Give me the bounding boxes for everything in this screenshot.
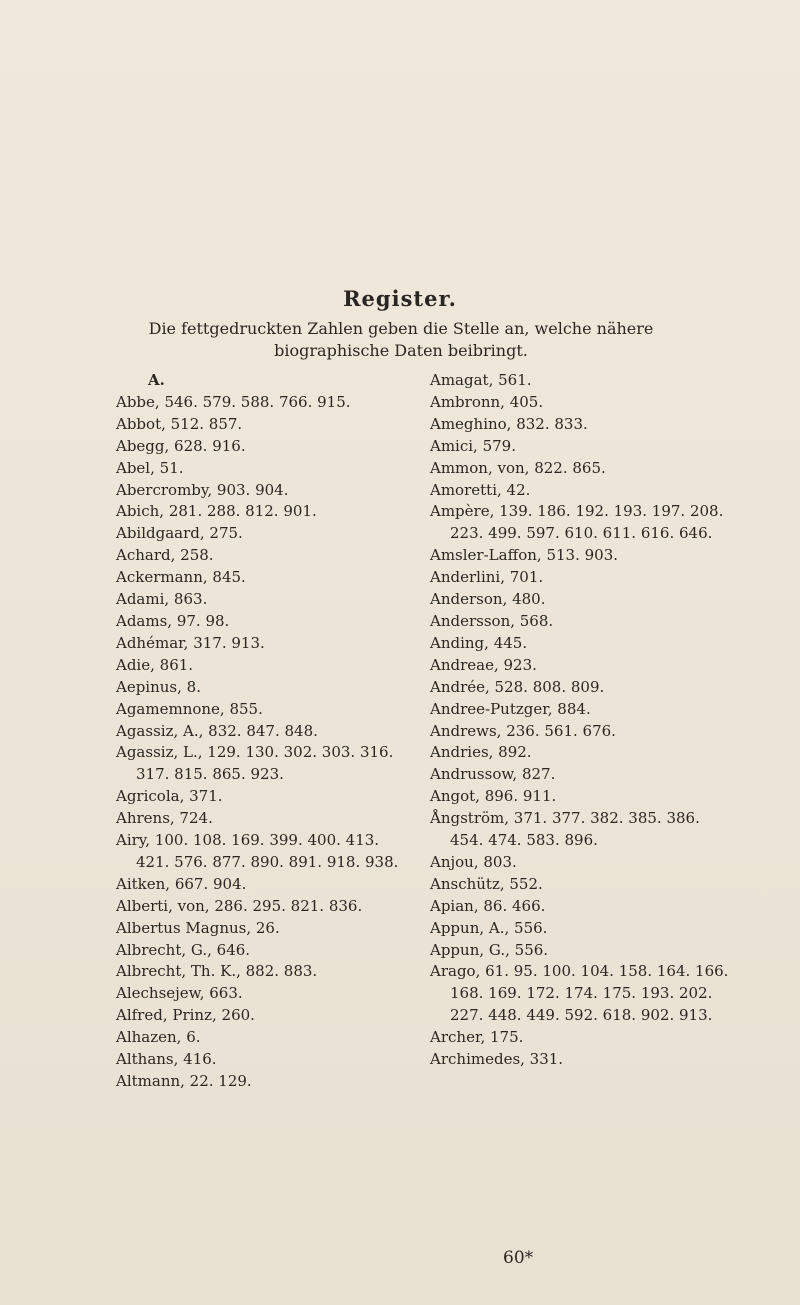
right-entry-list <box>430 370 730 1071</box>
register-entry: Abbot, 512. 857. <box>116 414 243 433</box>
register-entry: Altmann, 22. 129. <box>116 1072 252 1090</box>
register-entry: Andrews, 236. 561. 676. <box>430 721 616 740</box>
register-entry: Andree-Putzger, 884. <box>430 699 591 718</box>
register-entry: Anderlini, 701. <box>430 568 544 587</box>
register-entry: Adie, 861. <box>116 655 194 674</box>
register-entry: Anding, 445. <box>430 633 528 652</box>
right-column <box>430 370 730 1071</box>
intro-text: Die fettgedruckten Zahlen geben die Stelle an, welche nähere biographische Daten beibringt. <box>148 319 654 360</box>
register-entry: Andersson, 568. <box>430 611 554 630</box>
register-entry: Aepinus, 8. <box>116 677 201 696</box>
left-column <box>116 370 416 1093</box>
register-entry: Adams, 97. 98. <box>116 611 230 630</box>
register-entry: Alfred, Prinz, 260. <box>116 1006 255 1025</box>
register-entry: Anschütz, 552. <box>430 874 543 893</box>
register-entry: Ampère, 139. 186. 192. 193. 197. 208. 223. 499. 597. 610. 611. 616. 646. <box>430 502 724 543</box>
register-entry: Archer, 175. <box>430 1028 524 1047</box>
register-entry: Ackermann, 845. <box>116 568 246 587</box>
page-title: Register. <box>343 286 457 311</box>
register-entry: Andreae, 923. <box>430 655 537 674</box>
register-entry: Abildgaard, 275. <box>116 524 243 543</box>
register-entry: Ambronn, 405. <box>430 392 544 411</box>
register-entry: Agamemnone, 855. <box>116 699 263 718</box>
section-letter: A. <box>148 371 165 389</box>
register-entry: Ahrens, 724. <box>116 809 213 828</box>
register-entry: Appun, A., 556. <box>430 918 548 937</box>
register-entry: Apian, 86. 466. <box>430 896 546 915</box>
register-entry: Abbe, 546. 579. 588. 766. 915. <box>116 392 351 411</box>
register-entry: Anjou, 803. <box>430 852 517 871</box>
register-entry: Andrée, 528. 808. 809. <box>430 677 605 696</box>
page-signature: 60* <box>503 1248 534 1268</box>
register-entry: Alhazen, 6. <box>116 1028 201 1047</box>
register-entry: Albrecht, Th. K., 882. 883. <box>116 962 318 981</box>
register-entry: Arago, 61. 95. 100. 104. 158. 164. 166. 168. 169. 172. 174. 175. 193. 202. 227. 448. 449. 592. 618. 902. 913. <box>430 962 729 1025</box>
register-entry: Albrecht, G., 646. <box>116 940 251 959</box>
register-entry: Amoretti, 42. <box>430 480 531 499</box>
register-entry: Abel, 51. <box>116 458 184 477</box>
register-entry: Agassiz, L., 129. 130. 302. 303. 316. 317. 815. 865. 923. <box>116 743 394 784</box>
register-entry: Alberti, von, 286. 295. 821. 836. <box>116 896 363 915</box>
register-entry: Ångström, 371. 377. 382. 385. 386. 454. 474. 583. 896. <box>430 809 700 850</box>
register-entry: Andrussow, 827. <box>430 765 556 784</box>
register-entry: Appun, G., 556. <box>430 940 549 959</box>
register-entry: Aitken, 667. 904. <box>116 874 247 893</box>
register-entry: Agricola, 371. <box>116 787 223 806</box>
register-entry: Andries, 892. <box>430 743 532 762</box>
register-entry: Archimedes, 331. <box>430 1050 564 1069</box>
register-entry: Amici, 579. <box>430 436 516 455</box>
register-entry: Amagat, 561. <box>430 371 532 389</box>
register-entry: Althans, 416. <box>116 1050 217 1069</box>
register-entry: Agassiz, A., 832. 847. 848. <box>116 721 318 740</box>
register-entry: Abich, 281. 288. 812. 901. <box>116 502 317 521</box>
register-entry: Anderson, 480. <box>430 590 546 609</box>
register-entry: Achard, 258. <box>116 546 214 565</box>
register-entry: Abercromby, 903. 904. <box>116 480 289 499</box>
left-entry-list <box>116 392 416 1093</box>
register-entry: Adami, 863. <box>116 590 208 609</box>
register-entry: Airy, 100. 108. 169. 399. 400. 413. 421. 576. 877. 890. 891. 918. 938. <box>116 831 399 871</box>
register-entry: Ameghino, 832. 833. <box>430 414 588 433</box>
register-entry: Alechsejew, 663. <box>116 984 243 1003</box>
register-entry: Amsler-Laffon, 513. 903. <box>430 546 619 565</box>
register-entry: Albertus Magnus, 26. <box>116 918 280 937</box>
register-entry: Ammon, von, 822. 865. <box>430 458 606 477</box>
register-entry: Abegg, 628. 916. <box>116 436 246 455</box>
register-entry: Adhémar, 317. 913. <box>116 633 265 652</box>
register-entry: Angot, 896. 911. <box>430 787 557 806</box>
